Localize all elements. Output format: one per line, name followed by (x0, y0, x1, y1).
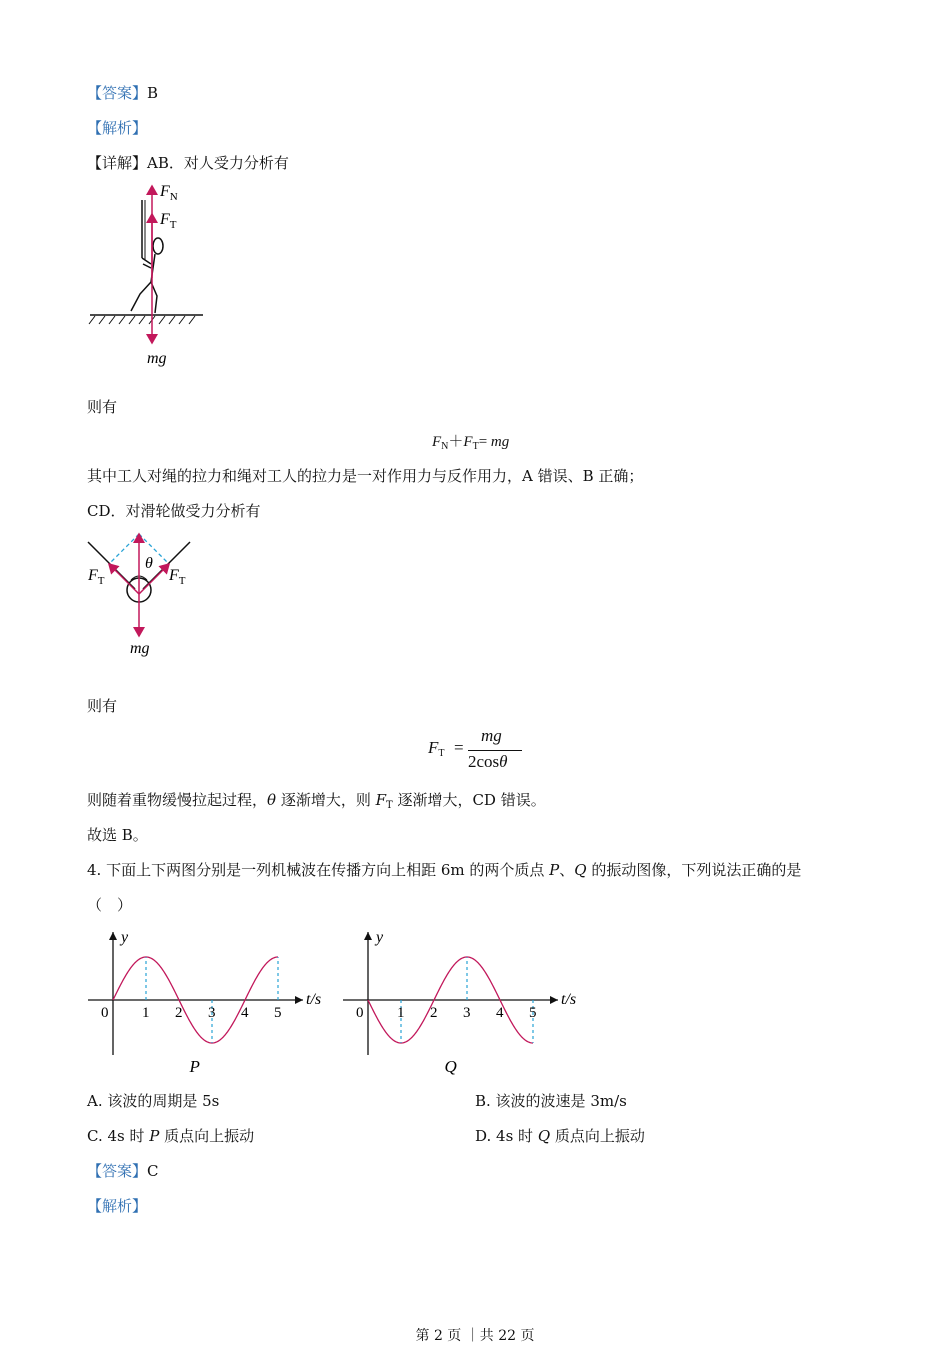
analysis-label-1: 【解析】 (87, 119, 148, 137)
x-axis-arrow (550, 996, 558, 1004)
option-c-var: P (149, 1127, 160, 1145)
answer-line-1 (87, 82, 158, 103)
q4-p: P (549, 861, 560, 879)
then-text-1: 则有 (87, 398, 118, 416)
option-d-pre: D. 4s 时 (475, 1127, 538, 1145)
equation-2 (428, 728, 528, 778)
y-axis-arrow (364, 932, 372, 940)
option-c-post: 质点向上振动 (159, 1127, 255, 1145)
eq2-ft-sub: T (438, 748, 445, 759)
mg-label-2: mg (130, 640, 150, 657)
x-tick-label: 2 (430, 1005, 438, 1021)
conclusion-ft: F (375, 791, 387, 809)
answer-value: B (147, 84, 159, 102)
pulley-force-diagram (85, 528, 205, 660)
eq2-equals: = (454, 738, 464, 757)
x-tick-label: 1 (142, 1005, 150, 1021)
conclusion-mid: 逐渐增大，则 (276, 791, 376, 809)
answer-line-2 (87, 1160, 159, 1181)
worker-force-diagram (85, 178, 225, 373)
cd-line: CD．对滑轮做受力分析有 (87, 502, 261, 520)
conclusion-theta: θ (267, 791, 277, 809)
conclusion-line (87, 789, 546, 811)
theta-label: θ (145, 555, 153, 572)
y-axis-arrow (109, 932, 117, 940)
eq1-ft-sub: T (472, 441, 479, 452)
eq1-fn: F (432, 434, 442, 450)
action-reaction-line: 其中工人对绳的拉力和绳对工人的拉力是一对作用力与反作用力，A 错误、B 正确； (87, 467, 644, 485)
conclusion-post: 逐渐增大，CD 错误。 (392, 791, 546, 809)
q4-pre: 4. 下面上下两图分别是一列机械波在传播方向上相距 6m 的两个质点 (87, 861, 550, 879)
ft-left-label: $F_T$ (88, 567, 105, 587)
x-axis-label: t/s (561, 991, 577, 1008)
option-d-var: Q (537, 1127, 551, 1145)
x-tick-label: 0 (101, 1005, 109, 1021)
eq1-mg: mg (490, 434, 510, 450)
option-a: A. 该波的周期是 5s (87, 1092, 220, 1110)
eq2-den-theta: θ (499, 752, 508, 771)
x-tick-label: 4 (496, 1005, 504, 1021)
mg-label-1: mg (147, 350, 167, 367)
analysis-label-2: 【解析】 (87, 1197, 148, 1215)
x-tick-label: 3 (463, 1005, 471, 1021)
equation-1 (432, 430, 509, 452)
question-4-paren: （ ） (87, 896, 133, 914)
conclusion-ft-sub: T (386, 800, 393, 811)
ground-hatch (89, 316, 195, 324)
ft-label: $F_T$ (160, 211, 177, 231)
eq2-num: mg (481, 726, 502, 745)
detail-line (87, 152, 289, 173)
x-tick-label: 2 (175, 1005, 183, 1021)
worker-head (153, 238, 163, 254)
fn-label: $F_N$ (160, 183, 178, 203)
x-tick-label: 3 (208, 1005, 216, 1021)
option-c (87, 1125, 254, 1146)
x-axis-arrow (295, 996, 303, 1004)
x-tick-label: 0 (356, 1005, 364, 1021)
fraction-bar (468, 750, 522, 751)
eq2-denominator (468, 752, 508, 772)
y-axis-label: y (121, 929, 129, 946)
detail-text: AB．对人受力分析有 (147, 154, 289, 172)
eq2-ft: F (428, 738, 439, 757)
question-4-text (87, 859, 801, 880)
chart-title: P (189, 1057, 200, 1076)
eq1-plus: ＋ (448, 434, 464, 450)
q4-sep: 、 (559, 861, 575, 879)
eq1-fn-sub: N (441, 441, 449, 452)
conclusion-pre: 则随着重物缓慢拉起过程， (87, 791, 268, 809)
eq1-equals: = (478, 434, 491, 450)
x-tick-label: 5 (274, 1005, 282, 1021)
x-axis-label: t/s (306, 991, 322, 1008)
y-axis-label: y (376, 929, 384, 946)
eq2-den-pre: 2cos (468, 752, 500, 771)
then-text-2: 则有 (87, 697, 118, 715)
select-line: 故选 B。 (87, 826, 148, 844)
option-d (475, 1125, 645, 1146)
option-b: B. 该波的波速是 3m/s (475, 1092, 627, 1110)
eq2-numerator (481, 726, 502, 746)
option-c-pre: C. 4s 时 (87, 1127, 150, 1145)
chart-title: Q (444, 1057, 457, 1076)
answer-value-2: C (147, 1162, 159, 1180)
option-d-post: 质点向上振动 (550, 1127, 645, 1145)
ft-right-label: $F_T$ (169, 567, 186, 587)
x-tick-label: 5 (529, 1005, 537, 1021)
x-tick-label: 4 (241, 1005, 249, 1021)
answer-label-2: 【答案】 (87, 1162, 148, 1180)
answer-label: 【答案】 (87, 84, 148, 102)
page-footer: 第 2 页 ｜共 22 页 (415, 1328, 535, 1344)
eq1-ft: F (463, 434, 473, 450)
q4-post: 的振动图像，下列说法正确的是 (586, 861, 802, 879)
q4-q: Q (574, 861, 587, 879)
eq2-lhs (428, 738, 445, 759)
x-tick-label: 1 (397, 1005, 405, 1021)
chart-p (85, 922, 335, 1082)
chart-q (340, 922, 590, 1082)
detail-label: 【详解】 (87, 154, 148, 172)
worker-body (131, 254, 157, 313)
